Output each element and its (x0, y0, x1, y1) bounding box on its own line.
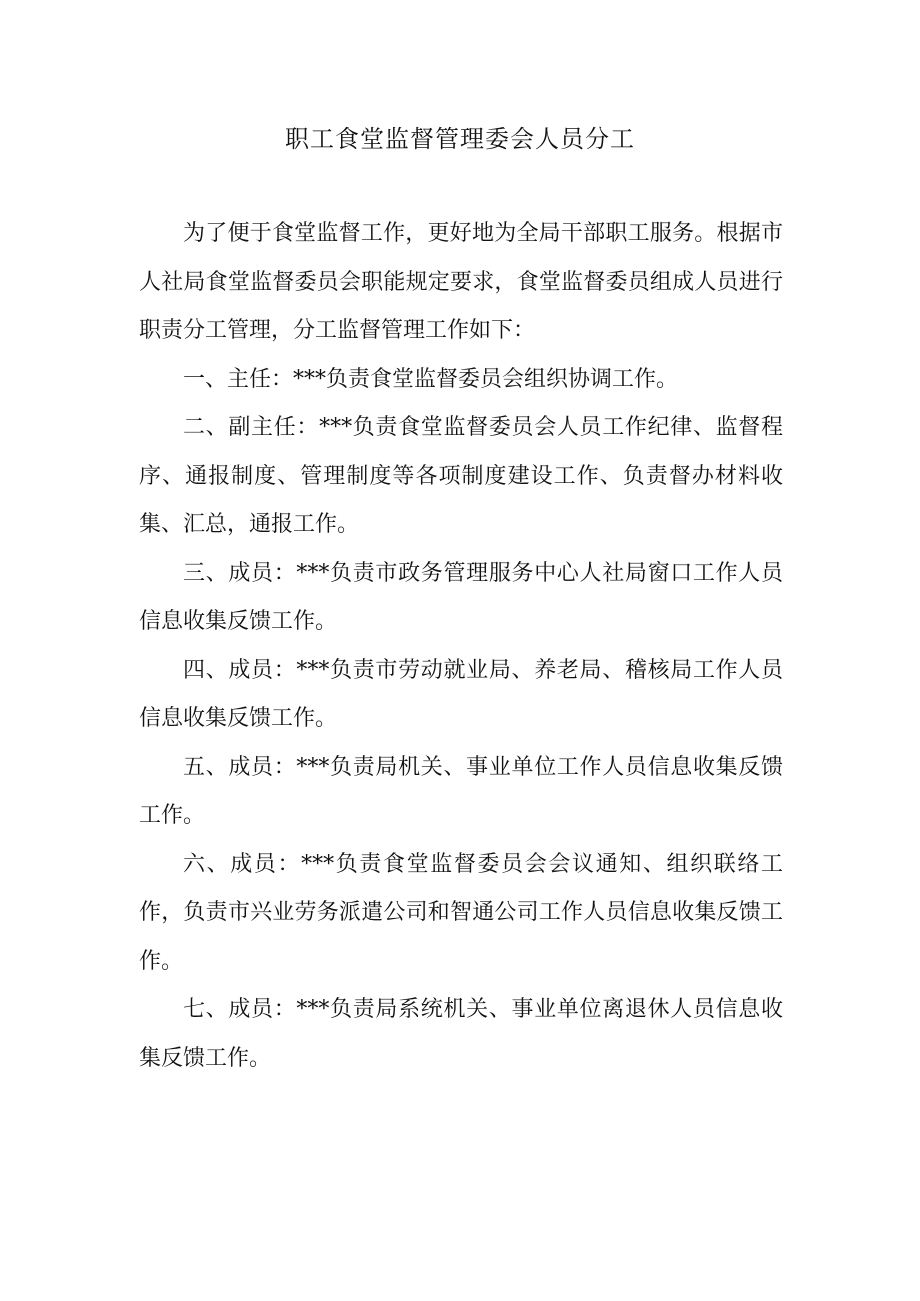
paragraph-member-6: 六、成员：***负责食堂监督委员会会议通知、组织联络工作，负责市兴业劳务派遣公司和智通公司工作人员信息收集反馈工作。 (139, 851, 783, 974)
document-title: 职工食堂监督管理委会人员分工 (285, 125, 635, 153)
document-body (139, 210, 783, 1083)
paragraph-intro: 为了便于食堂监督工作，更好地为全局干部职工服务。根据市人社局食堂监督委员会职能规定要求，食堂监督委员组成人员进行职责分工管理，分工监督管理工作如下： (139, 221, 783, 343)
paragraph-member-5: 五、成员：***负责局机关、事业单位工作人员信息收集反馈工作。 (139, 754, 783, 828)
paragraph-deputy-director: 二、副主任：***负责食堂监督委员会人员工作纪律、监督程序、通报制度、管理制度等各项制度建设工作、负责督办材料收集、汇总，通报工作。 (139, 415, 783, 537)
paragraph-member-3: 三、成员：***负责市政务管理服务中心人社局窗口工作人员信息收集反馈工作。 (139, 560, 783, 634)
paragraph-director: 一、主任：***负责食堂监督委员会组织协调工作。 (183, 366, 679, 392)
paragraph-member-4: 四、成员：***负责市劳动就业局、养老局、稽核局工作人员信息收集反馈工作。 (139, 657, 783, 731)
paragraph-member-7: 七、成员：***负责局系统机关、事业单位离退休人员信息收集反馈工作。 (139, 997, 783, 1071)
